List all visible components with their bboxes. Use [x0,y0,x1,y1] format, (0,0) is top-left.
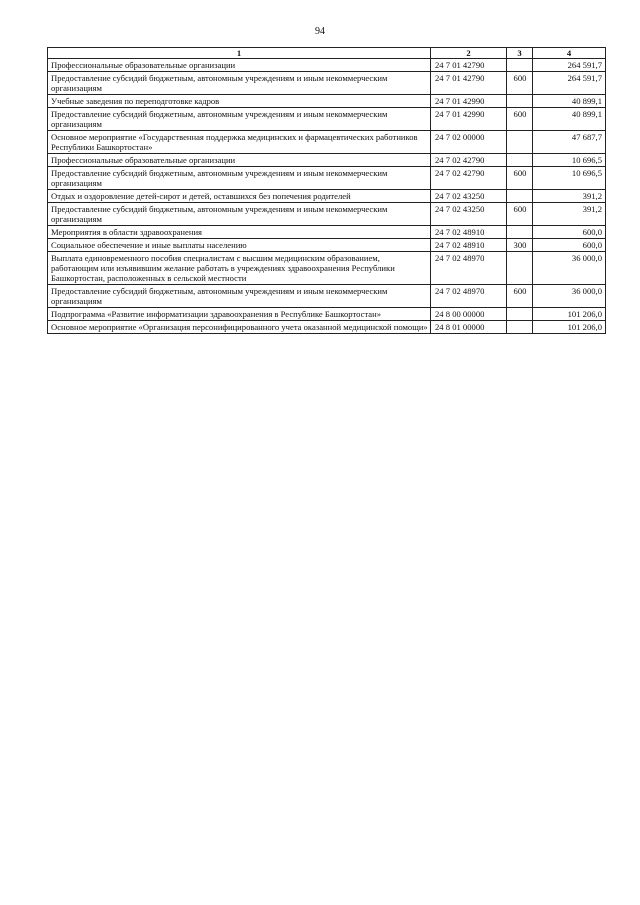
row-code: 24 7 02 48910 [431,239,507,252]
row-name: Подпрограмма «Развитие информатизации здравоохранения в Республике Башкортостан» [48,308,431,321]
row-code: 24 7 02 00000 [431,131,507,154]
table-row [48,59,606,72]
budget-table [47,47,606,334]
row-sum: 47 687,7 [533,131,606,154]
table-row [48,95,606,108]
row-name: Социальное обеспечение и иные выплаты населению [48,239,431,252]
row-code: 24 7 02 42790 [431,154,507,167]
row-sum: 600,0 [533,239,606,252]
row-name: Предоставление субсидий бюджетным, автономным учреждениям и иным некоммерческим организациям [48,108,431,131]
table-row [48,190,606,203]
row-code: 24 7 02 42790 [431,167,507,190]
header-col-3: 3 [507,48,533,59]
row-expense-type [507,154,533,167]
row-name: Отдых и оздоровление детей-сирот и детей, оставшихся без попечения родителей [48,190,431,203]
row-sum: 40 899,1 [533,108,606,131]
row-name: Мероприятия в области здравоохранения [48,226,431,239]
table-header-row [48,48,606,59]
row-name: Предоставление субсидий бюджетным, автономным учреждениям и иным некоммерческим организациям [48,167,431,190]
table-row [48,226,606,239]
row-sum: 391,2 [533,203,606,226]
row-expense-type [507,59,533,72]
row-code: 24 8 00 00000 [431,308,507,321]
row-sum: 101 206,0 [533,321,606,334]
row-name: Предоставление субсидий бюджетным, автономным учреждениям и иным некоммерческим организациям [48,285,431,308]
row-sum: 600,0 [533,226,606,239]
row-sum: 264 591,7 [533,59,606,72]
table-row [48,131,606,154]
row-name: Учебные заведения по переподготовке кадров [48,95,431,108]
row-code: 24 7 01 42990 [431,95,507,108]
table-row [48,308,606,321]
row-code: 24 7 01 42990 [431,108,507,131]
row-sum: 36 000,0 [533,285,606,308]
row-sum: 264 591,7 [533,72,606,95]
row-expense-type [507,252,533,285]
row-name: Профессиональные образовательные организации [48,154,431,167]
row-sum: 36 000,0 [533,252,606,285]
row-code: 24 7 02 43250 [431,203,507,226]
row-code: 24 8 01 00000 [431,321,507,334]
row-name: Выплата единовременного пособия специалистам с высшим медицинским образованием, работающим или изъявившим желание работать в учреждениях здравоохранения Республики Башкортостан, расположенных в сельской местности [48,252,431,285]
row-sum: 40 899,1 [533,95,606,108]
row-name: Предоставление субсидий бюджетным, автономным учреждениям и иным некоммерческим организациям [48,72,431,95]
row-expense-type [507,321,533,334]
row-sum: 391,2 [533,190,606,203]
table-row [48,239,606,252]
row-expense-type [507,226,533,239]
row-sum: 101 206,0 [533,308,606,321]
row-expense-type [507,190,533,203]
row-code: 24 7 02 48970 [431,252,507,285]
header-col-4: 4 [533,48,606,59]
row-expense-type: 600 [507,203,533,226]
row-expense-type: 600 [507,285,533,308]
table-body [48,59,606,334]
table-row [48,167,606,190]
row-expense-type [507,308,533,321]
row-name: Предоставление субсидий бюджетным, автономным учреждениям и иным некоммерческим организациям [48,203,431,226]
table-row [48,321,606,334]
table-row [48,154,606,167]
row-code: 24 7 01 42790 [431,59,507,72]
row-code: 24 7 02 43250 [431,190,507,203]
table-row [48,285,606,308]
row-expense-type: 600 [507,167,533,190]
row-expense-type: 600 [507,72,533,95]
page-number: 94 [315,26,325,37]
row-name: Основное мероприятие «Организация персонифицированного учета оказанной медицинской помощи» [48,321,431,334]
row-expense-type [507,131,533,154]
row-sum: 10 696,5 [533,154,606,167]
row-name: Основное мероприятие «Государственная поддержка медицинских и фармацевтических работников Республики Башкортостан» [48,131,431,154]
table-row [48,72,606,95]
row-expense-type: 300 [507,239,533,252]
row-code: 24 7 01 42790 [431,72,507,95]
row-name: Профессиональные образовательные организации [48,59,431,72]
row-sum: 10 696,5 [533,167,606,190]
table-row [48,108,606,131]
table-row [48,252,606,285]
table-row [48,203,606,226]
header-col-1: 1 [48,48,431,59]
row-code: 24 7 02 48970 [431,285,507,308]
row-code: 24 7 02 48910 [431,226,507,239]
header-col-2: 2 [431,48,507,59]
row-expense-type [507,95,533,108]
row-expense-type: 600 [507,108,533,131]
